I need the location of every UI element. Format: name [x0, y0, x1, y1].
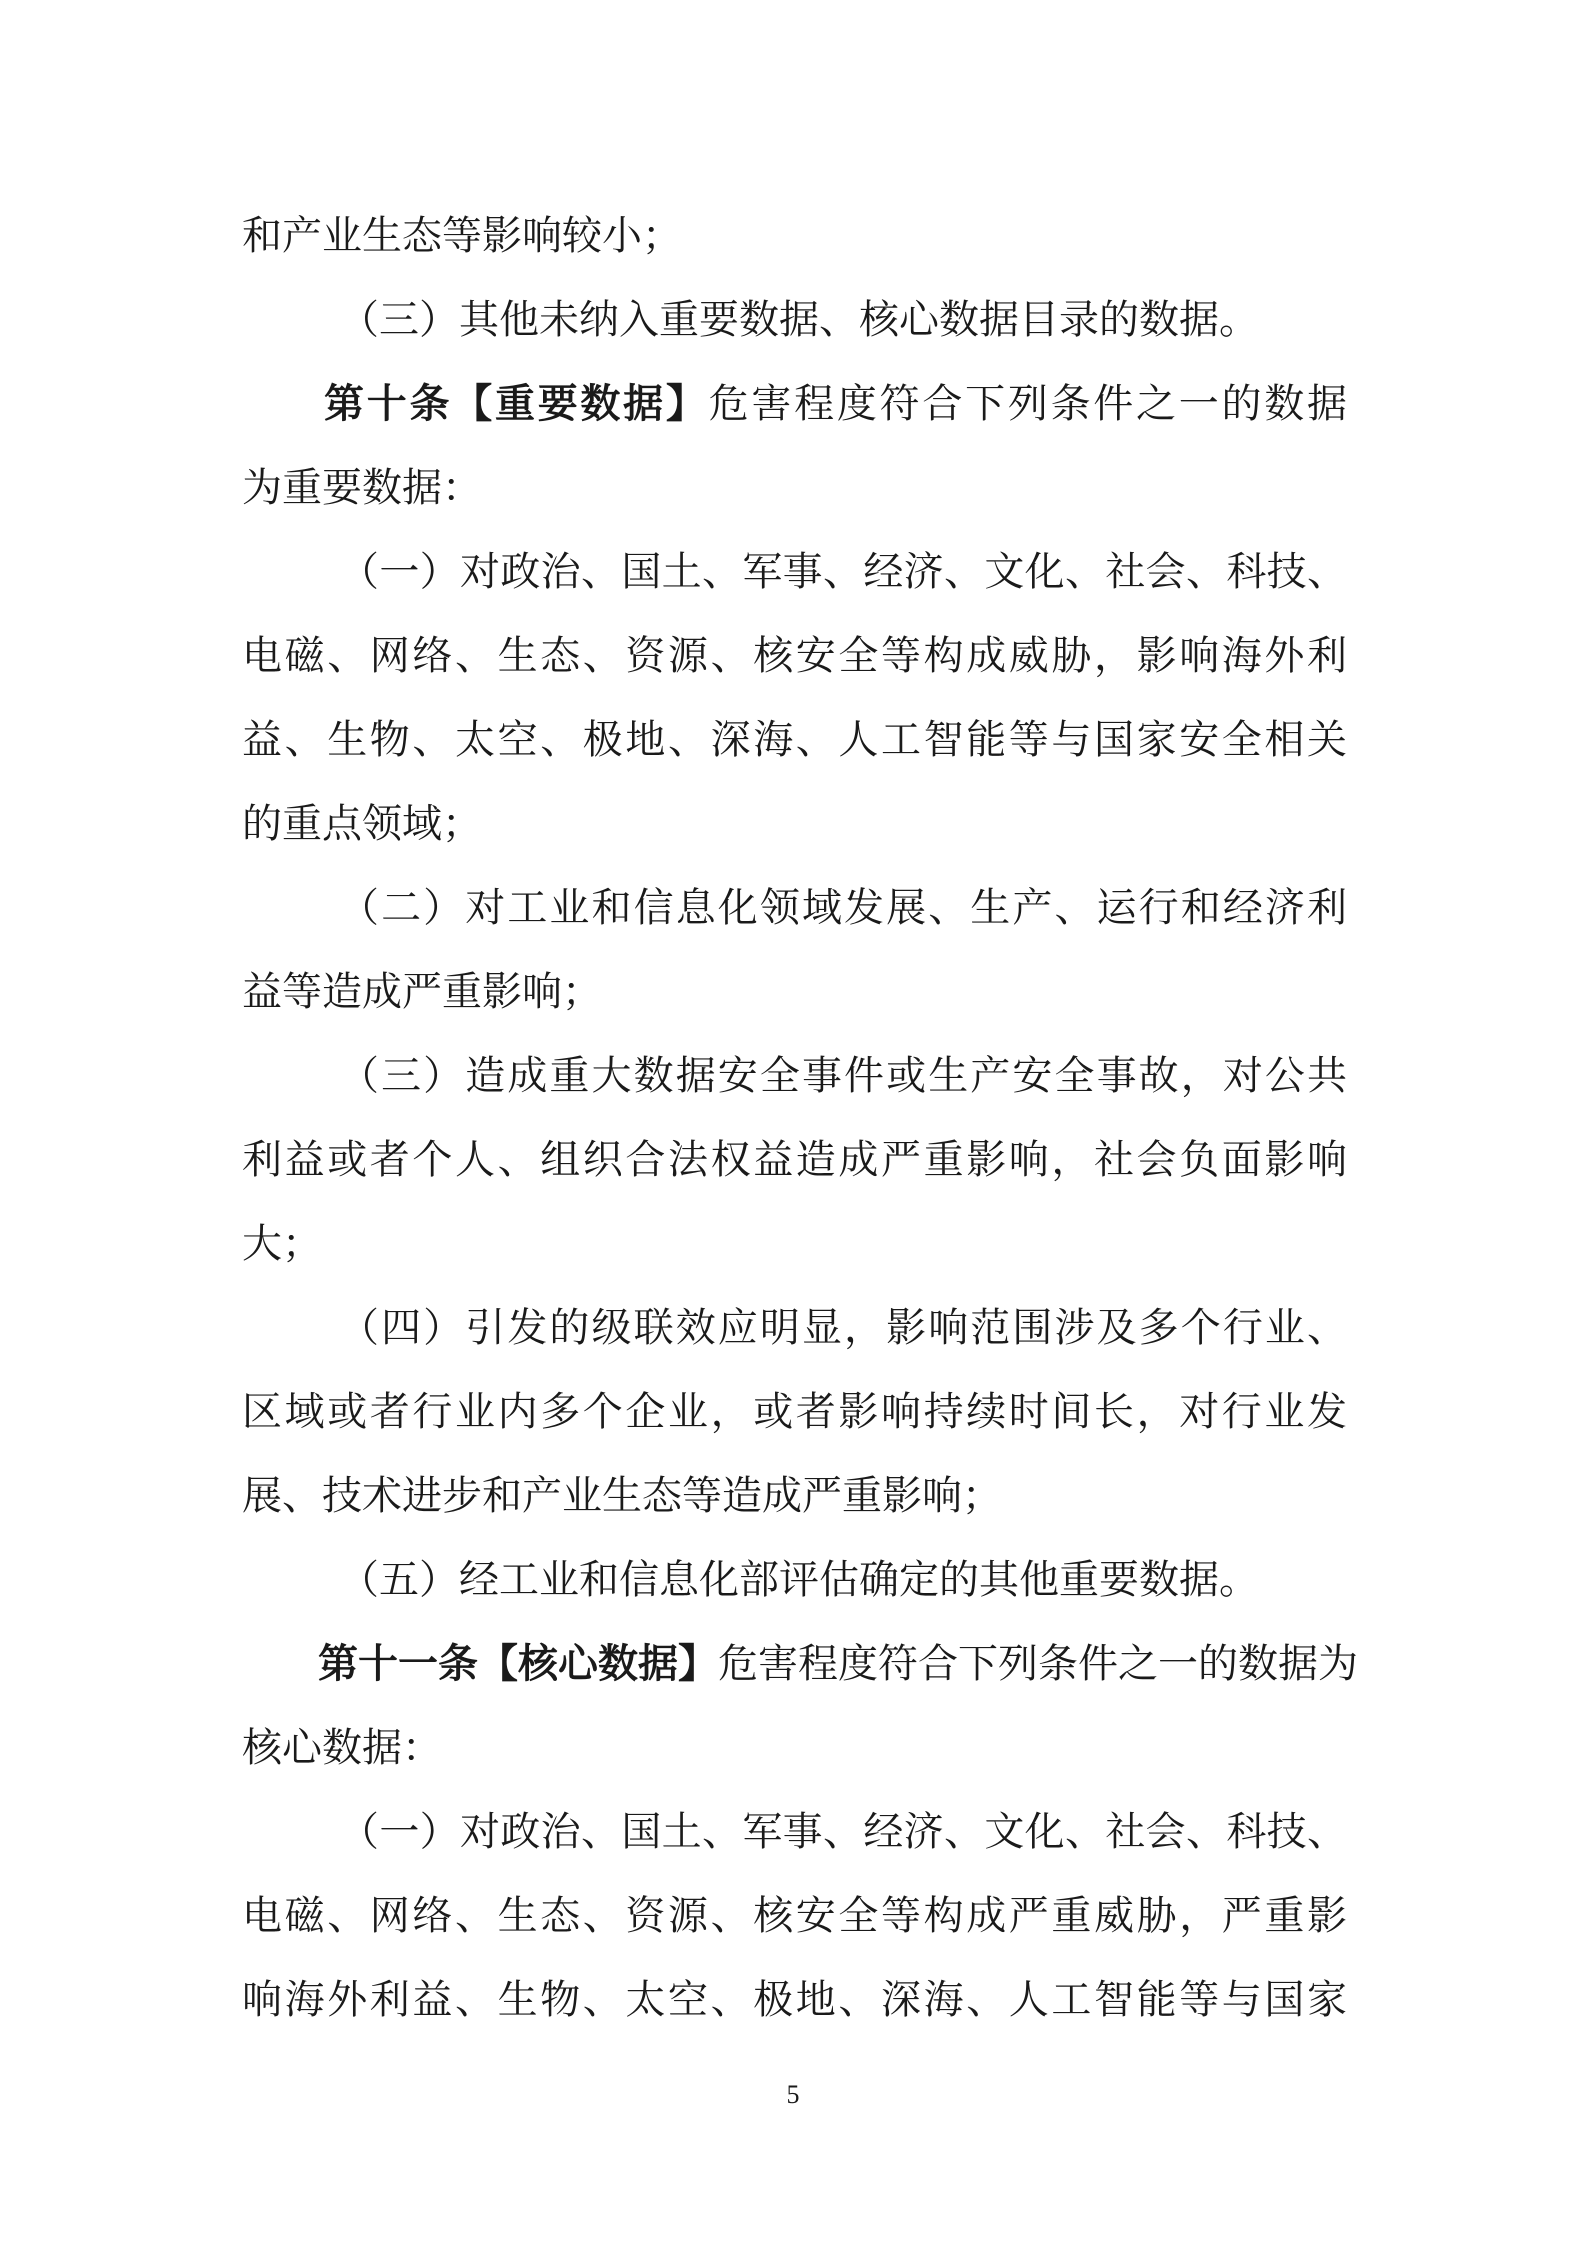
text-line: 核心数据：: [242, 1725, 442, 1771]
text-line: 大；: [242, 1221, 322, 1267]
text-line: （三）造成重大数据安全事件或生产安全事故，对公共: [339, 1053, 1347, 1099]
text-line: （三）其他未纳入重要数据、核心数据目录的数据。: [339, 297, 1259, 343]
article-10-title: 第十条【重要数据】: [324, 381, 709, 427]
text-line: 区域或者行业内多个企业，或者影响持续时间长，对行业发: [242, 1389, 1347, 1435]
text-line: 电磁、网络、生态、资源、核安全等构成严重威胁，严重影: [242, 1893, 1347, 1939]
text-line: 和产业生态等影响较小；: [242, 213, 682, 259]
text-line: （五）经工业和信息化部评估确定的其他重要数据。: [339, 1557, 1259, 1603]
article-10-heading: 第十条【重要数据】危害程度符合下列条件之一的数据: [324, 381, 1348, 427]
text-line: 响海外利益、生物、太空、极地、深海、人工智能等与国家: [242, 1977, 1347, 2023]
article-11-heading: 第十一条【核心数据】危害程度符合下列条件之一的数据为: [318, 1641, 1358, 1687]
text-line: （一）对政治、国土、军事、经济、文化、社会、科技、: [339, 1809, 1347, 1855]
page-number: 5: [786, 2080, 800, 2109]
text-line: （二）对工业和信息化领域发展、生产、运行和经济利: [339, 885, 1347, 931]
text-line: 电磁、网络、生态、资源、核安全等构成威胁，影响海外利: [242, 633, 1347, 679]
article-11-title: 第十一条【核心数据】: [318, 1641, 718, 1687]
text-line: 益等造成严重影响；: [242, 969, 602, 1015]
text-line: 益、生物、太空、极地、深海、人工智能等与国家安全相关: [242, 717, 1347, 763]
text-line: （四）引发的级联效应明显，影响范围涉及多个行业、: [339, 1305, 1347, 1351]
text-line: 的重点领域；: [242, 801, 482, 847]
text-line: 展、技术进步和产业生态等造成严重影响；: [242, 1473, 1002, 1519]
text-line: 利益或者个人、组织合法权益造成严重影响，社会负面影响: [242, 1137, 1347, 1183]
text-line: 为重要数据：: [242, 465, 482, 511]
text-line: （一）对政治、国土、军事、经济、文化、社会、科技、: [339, 549, 1347, 595]
